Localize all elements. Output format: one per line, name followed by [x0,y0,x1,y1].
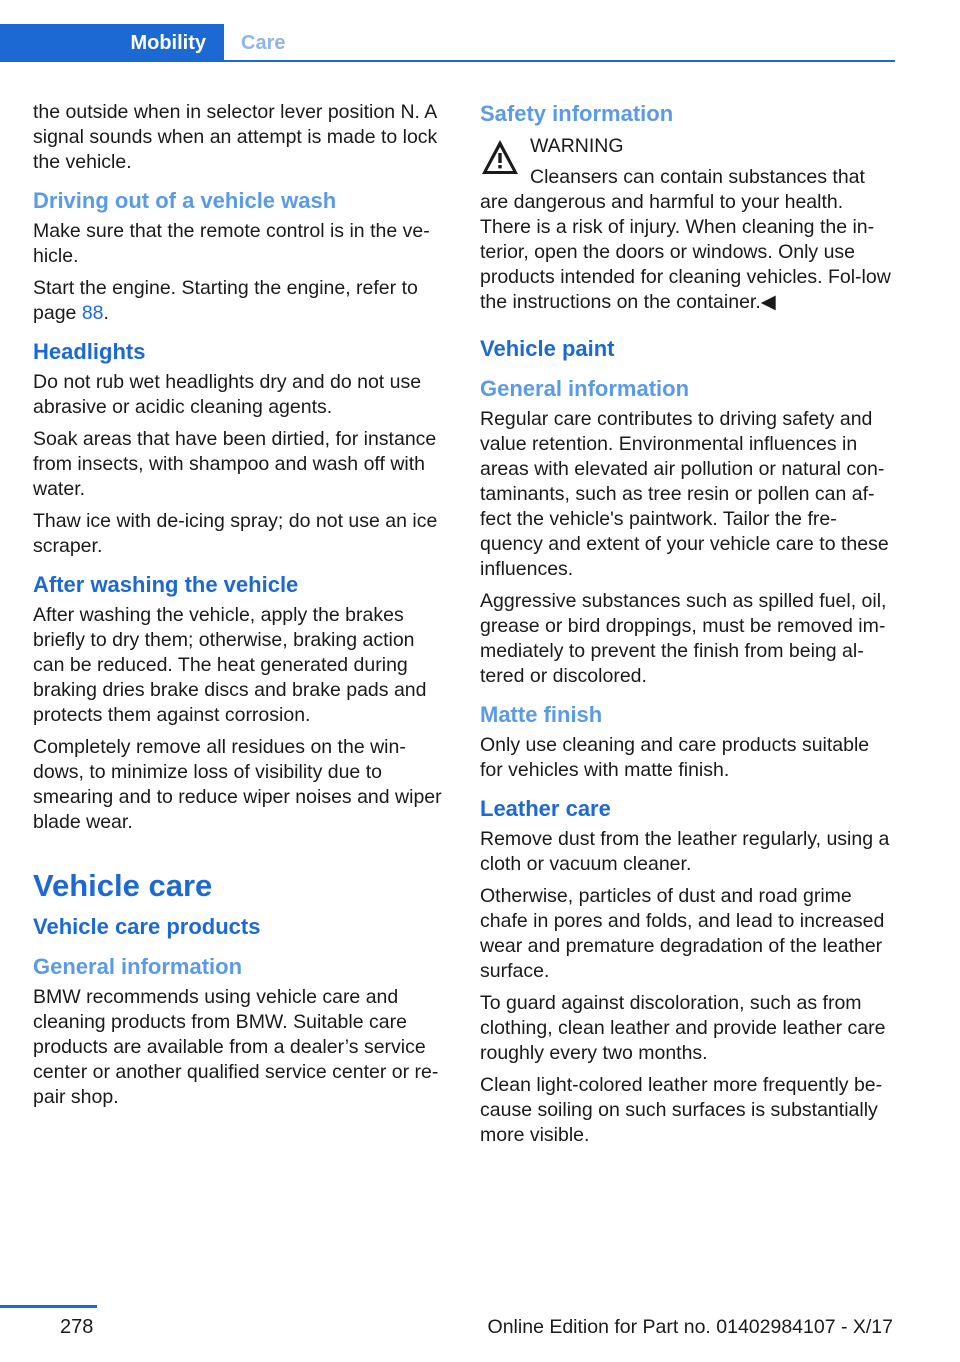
paragraph: Soak areas that have been dirtied, for instance from insects, with shampoo and wash off with water. [33,428,437,500]
heading-vehicle-care: Vehicle care [33,868,213,903]
heading-vehicle-paint: Vehicle paint [480,336,615,361]
heading-general-information: General information [480,376,690,401]
left-column [33,100,449,1117]
warning-triangle-icon [480,138,520,176]
heading-general-information: General information [33,954,243,979]
heading-vehicle-care-products: Vehicle care products [33,914,261,939]
paragraph: To guard against discoloration, such as from clothing, clean leather and provide leather care roughly every two months. [480,992,886,1064]
page-header [0,24,895,62]
tab-care[interactable]: Care [241,31,286,54]
warning-label: WARNING [530,135,624,157]
page-number: 278 [60,1316,94,1338]
paragraph: Clean light-colored leather more frequently be‐cause soiling on such surfaces is substantially more visible. [480,1074,883,1146]
paragraph: BMW recommends using vehicle care and cleaning products from BMW. Suitable care products are available from a dealer’s service center or another qualified service center or re‐pair shop. [33,986,439,1108]
paragraph: After washing the vehicle, apply the brakes briefly to dry them; otherwise, braking action can be reduced. The heat generated during braking dries brake discs and brake pads and protects them against corrosion. [33,604,427,726]
warning-text: Cleansers can contain substances that [530,166,865,188]
warning-text-continued: are dangerous and harmful to your health. There is a risk of injury. When cleaning the in‐terior, open the doors or windows. Only use products intended for cleaning vehicles. Fol‐low the instructions on the container.◀ [480,191,891,313]
paragraph: the outside when in selector lever position N. A signal sounds when an attempt is made to lock the vehicle. [33,101,438,173]
warning-block [480,134,896,315]
heading-headlights: Headlights [33,339,146,364]
paragraph: Do not rub wet headlights dry and do not use abrasive or acidic cleaning agents. [33,371,422,418]
heading-after-washing: After washing the vehicle [33,572,299,597]
right-column [480,100,896,1155]
paragraph: Thaw ice with de-icing spray; do not use an ice scraper. [33,510,438,557]
heading-safety-information: Safety information [480,101,674,126]
text: Start the engine. Starting the engine, refer to page [33,277,418,324]
page-link[interactable]: 88 [81,302,104,324]
footer-rule [0,1305,97,1308]
paragraph: Make sure that the remote control is in the ve‐hicle. [33,220,430,267]
header-rule [224,60,895,62]
heading-leather-care: Leather care [480,796,611,821]
paragraph-page-ref [33,276,449,326]
paragraph: Otherwise, particles of dust and road grime chafe in pores and folds, and lead to increased wear and premature degradation of the leather surface. [480,885,885,982]
paragraph: Remove dust from the leather regularly, using a cloth or vacuum cleaner. [480,828,890,875]
edition-text: Online Edition for Part no. 01402984107 - X/17 [487,1316,893,1338]
tab-mobility[interactable]: Mobility [0,24,224,62]
paragraph: Regular care contributes to driving safety and value retention. Environmental influences in areas with elevated air pollution or natural con‐taminants, such as tree resin or pollen can af‐fect the vehicle's paintwork. Tailor the fre‐quency and extent of your vehicle care to these influences. [480,408,889,580]
heading-matte-finish: Matte finish [480,702,603,727]
paragraph: Only use cleaning and care products suitable for vehicles with matte finish. [480,734,870,781]
heading-driving-out: Driving out of a vehicle wash [33,188,337,213]
paragraph: Aggressive substances such as spilled fuel, oil, grease or bird droppings, must be removed im‐mediately to prevent the finish from being al‐tered or discolored. [480,590,887,687]
text: . [103,302,109,324]
paragraph: Completely remove all residues on the win‐dows, to minimize loss of visibility due to smearing and to reduce wiper noises and wiper blade wear. [33,736,442,833]
